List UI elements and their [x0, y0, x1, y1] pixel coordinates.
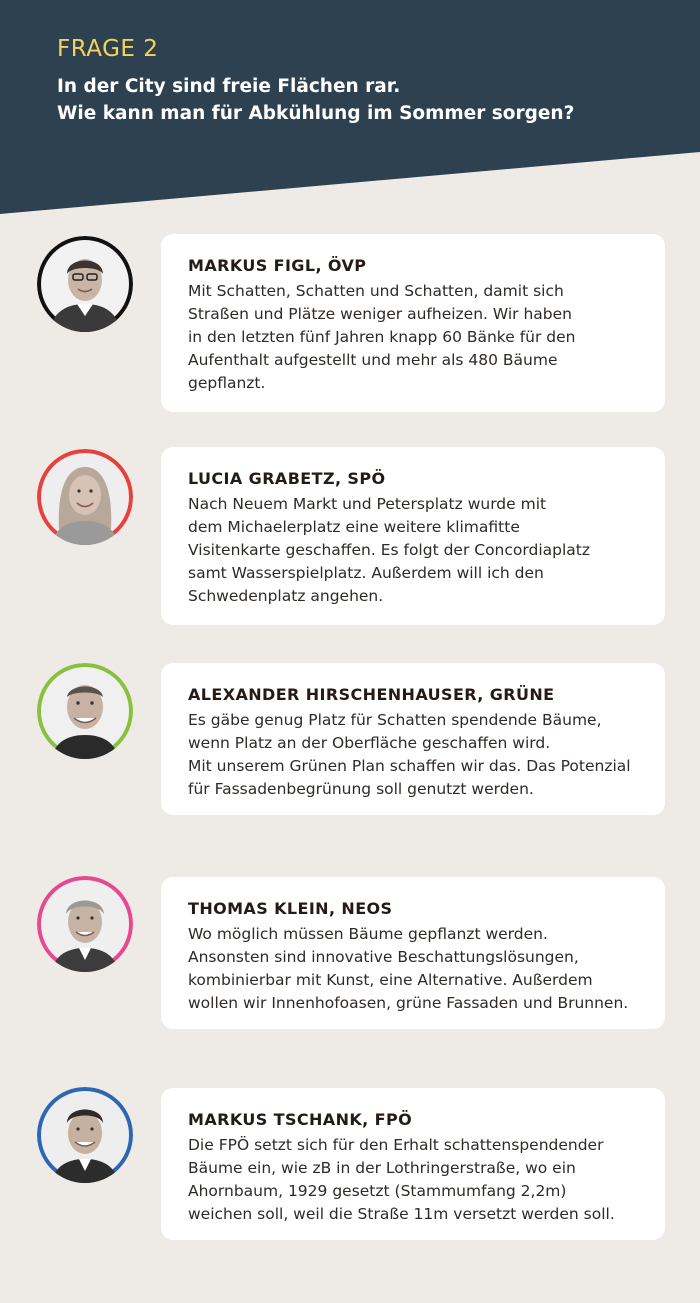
answer-text: [188, 1134, 658, 1226]
answer-line: Ahornbaum, 1929 gesetzt (Stammumfang 2,2m): [188, 1182, 567, 1200]
answer-text: [188, 709, 658, 801]
politician-name: MARKUS TSCHANK, FPÖ: [188, 1110, 413, 1129]
answer-line: Mit Schatten, Schatten und Schatten, damit sich: [188, 282, 564, 300]
answer-line: Mit unserem Grünen Plan schaffen wir das. Das Potenzial: [188, 757, 631, 775]
answer-text: [188, 493, 658, 608]
answer-line: gepflanzt.: [188, 374, 266, 392]
answer-card: [161, 447, 665, 625]
politician-name: ALEXANDER HIRSCHENHAUSER, GRÜNE: [188, 685, 555, 704]
answer-line: Bäume ein, wie zB in der Lothringerstraße, wo ein: [188, 1159, 576, 1177]
answer-line: wollen wir Innenhofoasen, grüne Fassaden und Brunnen.: [188, 994, 629, 1012]
answer-line: Die FPÖ setzt sich für den Erhalt schattenspendender: [188, 1136, 604, 1154]
answer-line: samt Wasserspielplatz. Außerdem will ich den: [188, 564, 544, 582]
answer-line: kombinierbar mit Kunst, eine Alternative. Außerdem: [188, 971, 593, 989]
avatar-hirschenhauser: [37, 663, 133, 759]
answer-text: [188, 923, 658, 1015]
answer-card: [161, 234, 665, 412]
question-text: [57, 73, 677, 127]
answer-line: Nach Neuem Markt und Petersplatz wurde mit: [188, 495, 547, 513]
avatar-tschank: [37, 1087, 133, 1183]
answer-line: Aufenthalt aufgestellt und mehr als 480 Bäume: [188, 351, 558, 369]
answer-line: dem Michaelerplatz eine weitere klimafitte: [188, 518, 520, 536]
answer-line: für Fassadenbegrünung soll genutzt werden.: [188, 780, 534, 798]
avatar-klein: [37, 876, 133, 972]
answer-line: Ansonsten sind innovative Beschattungslösungen,: [188, 948, 579, 966]
answer-card: [161, 877, 665, 1029]
answer-line: Es gäbe genug Platz für Schatten spendende Bäume,: [188, 711, 602, 729]
politician-name: MARKUS FIGL, ÖVP: [188, 256, 367, 275]
question-line: In der City sind freie Flächen rar.: [57, 76, 401, 97]
avatar-grabetz: [37, 449, 133, 545]
answer-line: Wo möglich müssen Bäume gepflanzt werden.: [188, 925, 548, 943]
answer-line: weichen soll, weil die Straße 11m versetzt werden soll.: [188, 1205, 615, 1223]
question-label: FRAGE 2: [57, 36, 159, 62]
question-line: Wie kann man für Abkühlung im Sommer sorgen?: [57, 103, 575, 124]
politician-name: LUCIA GRABETZ, SPÖ: [188, 469, 386, 488]
politician-name: THOMAS KLEIN, NEOS: [188, 899, 393, 918]
answer-line: Visitenkarte geschaffen. Es folgt der Concordiaplatz: [188, 541, 590, 559]
answer-text: [188, 280, 658, 395]
answer-line: wenn Platz an der Oberfläche geschaffen wird.: [188, 734, 551, 752]
answer-line: Schwedenplatz angehen.: [188, 587, 384, 605]
answer-card: [161, 1088, 665, 1240]
answer-card: [161, 663, 665, 815]
avatar-figl: [37, 236, 133, 332]
answer-line: in den letzten fünf Jahren knapp 60 Bänke für den: [188, 328, 576, 346]
answer-line: Straßen und Plätze weniger aufheizen. Wir haben: [188, 305, 573, 323]
